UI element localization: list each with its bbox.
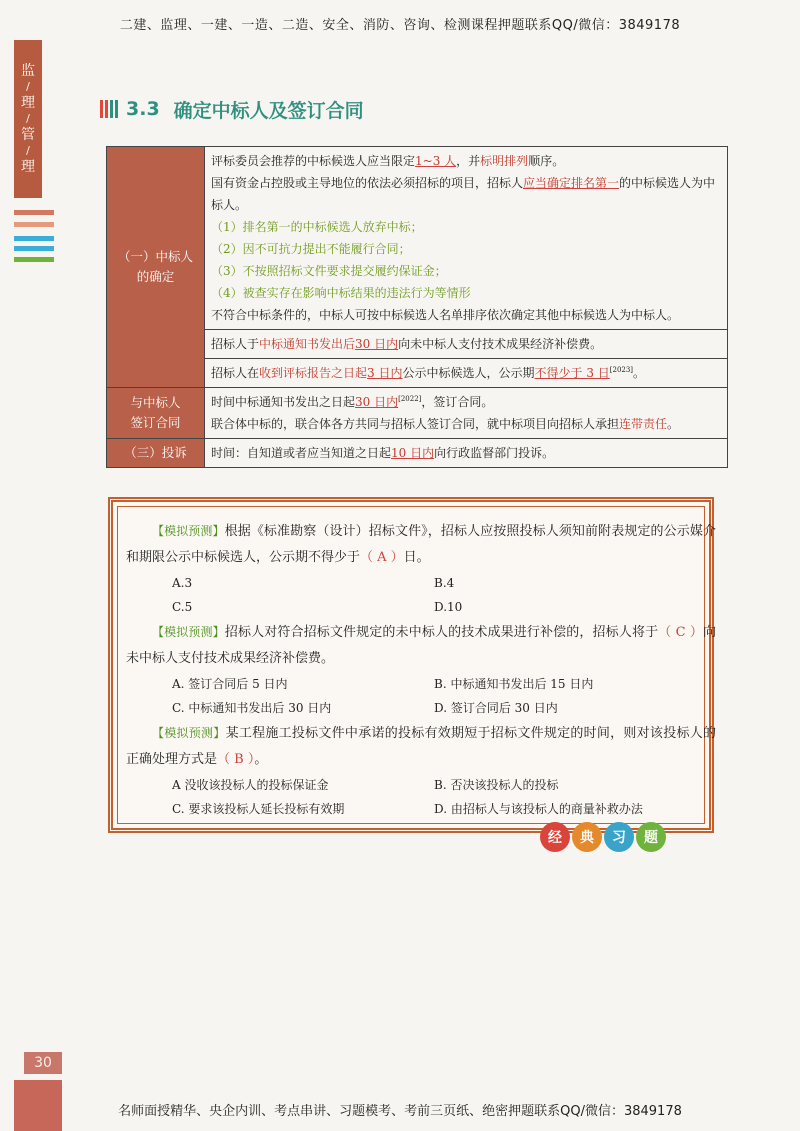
option: A 没收该投标人的投标保证金 (172, 778, 329, 792)
side-color-bar (14, 257, 54, 262)
question: 【模拟预测】某工程施工投标文件中承诺的投标有效期短于招标文件规定的时间，则对该投标人的正确处理方式是（ B ）。 A 没收该投标人的投标保证金 B. 否决该投标人的投标 C. 要求该投标人延长投标有效期 D. 由招标人与该投标人的商量补救办法 (126, 720, 716, 821)
cell-sign-contract: 时间中标通知书发出之日起30 日内[2022]，签订合同。 联合体中标的，联合体各方共同与招标人签订合同，就中标项目向招标人承担连带责任。 (205, 388, 728, 439)
badge-char: 习 (604, 822, 634, 852)
summary-table (106, 146, 728, 468)
option: D.10 (434, 600, 463, 614)
cell-compensation: 招标人于中标通知书发出后30 日内向未中标人支付技术成果经济补偿费。 (205, 330, 728, 359)
question: 【模拟预测】招标人对符合招标文件规定的未中标人的技术成果进行补偿的，招标人将于（ C ）向未中标人支付技术成果经济补偿费。 A. 签订合同后 5 日内 B. 中标通知书发出后 15 日内 C. 中标通知书发出后 30 日内 D. 签订合同后 30 日内 (126, 619, 716, 720)
option: D. 签订合同后 30 日内 (434, 701, 558, 715)
section-number: 3.3 (126, 98, 160, 120)
page-number: 30 (24, 1052, 62, 1074)
badge-char: 题 (636, 822, 666, 852)
answer-mark: （ B ） (217, 752, 255, 767)
condition-item: （4）被查实存在影响中标结果的违法行为等情形 (211, 286, 471, 300)
footer-banner: 名师面授精华、央企内训、考点串讲、习题模考、考前三页纸、绝密押题联系QQ/微信：3849178 (118, 1104, 682, 1119)
condition-item: （2）因不可抗力提出不能履行合同； (211, 242, 411, 256)
answer-mark: （ A ） (360, 550, 404, 565)
option: B. 中标通知书发出后 15 日内 (434, 677, 594, 691)
side-color-bar (14, 236, 54, 241)
answer-mark: （ C ） (658, 625, 703, 640)
option: D. 由招标人与该投标人的商量补救办法 (434, 802, 643, 816)
option: C. 要求该投标人延长投标有效期 (172, 802, 345, 816)
option: B.4 (434, 576, 455, 590)
condition-item: （3）不按照招标文件要求提交履约保证金； (211, 264, 447, 278)
cell-determine-winner: 评标委员会推荐的中标候选人应当限定1~3 人，并标明排列顺序。 国有资金占控股或主导地位的依法必须招标的项目，招标人应当确定排名第一的中标候选人为中标人。 （1）排名第一的中标候选人放弃中标； （2）因不可抗力提出不能履行合同； （3）不按照招标文件要求提交履约保证金； （4）被查实存在影响中标结果的违法行为等情形 不符合中标条件的，中标人可按中标候选人名单排序依次确定其他中标候选人为中标人。 (205, 147, 728, 330)
condition-item: （1）排名第一的中标候选人放弃中标； (211, 220, 423, 234)
option: A. 签订合同后 5 日内 (172, 677, 288, 691)
cell-publicity: 招标人在收到评标报告之日起3 日内公示中标候选人，公示期不得少于 3 日[2023]。 (205, 359, 728, 388)
side-tab-divider: / (26, 80, 30, 93)
option: C.5 (172, 600, 193, 614)
side-color-bar (14, 246, 54, 251)
badge-char: 典 (572, 822, 602, 852)
section-bars-icon (100, 100, 118, 118)
side-tab-divider: / (26, 144, 30, 157)
side-color-bar (14, 210, 54, 215)
row-label-complaint: （三）投诉 (107, 439, 205, 468)
side-chapter-tab (14, 40, 42, 198)
question: 【模拟预测】根据《标准勘察（设计）招标文件》，招标人应按照投标人须知前附表规定的公示媒介和期限公示中标候选人，公示期不得少于（ A ）日。 A.3 B.4 C.5 D.10 (126, 518, 716, 619)
option: B. 否决该投标人的投标 (434, 778, 559, 792)
side-tab-char: 监 (21, 63, 35, 79)
side-tab-char: 理 (21, 95, 35, 111)
badge-char: 经 (540, 822, 570, 852)
side-tab-char: 理 (21, 159, 35, 175)
cell-complaint: 时间：自知道或者应当知道之日起10 日内向行政监督部门投诉。 (205, 439, 728, 468)
header-banner: 二建、监理、一建、一造、二造、安全、消防、咨询、检测课程押题联系QQ/微信：3849178 (119, 18, 681, 33)
side-color-bar (14, 222, 54, 227)
side-tab-char: 管 (21, 127, 35, 143)
exercise-list (126, 518, 716, 821)
side-tab-divider: / (26, 112, 30, 125)
option: A.3 (172, 576, 193, 590)
option: C. 中标通知书发出后 30 日内 (172, 701, 332, 715)
row-label-determine-winner: （一）中标人 的确定 (107, 147, 205, 388)
section-heading (100, 92, 364, 126)
row-label-sign-contract: 与中标人 签订合同 (107, 388, 205, 439)
classic-exercises-badge (540, 822, 666, 852)
section-title: 确定中标人及签订合同 (173, 99, 364, 122)
